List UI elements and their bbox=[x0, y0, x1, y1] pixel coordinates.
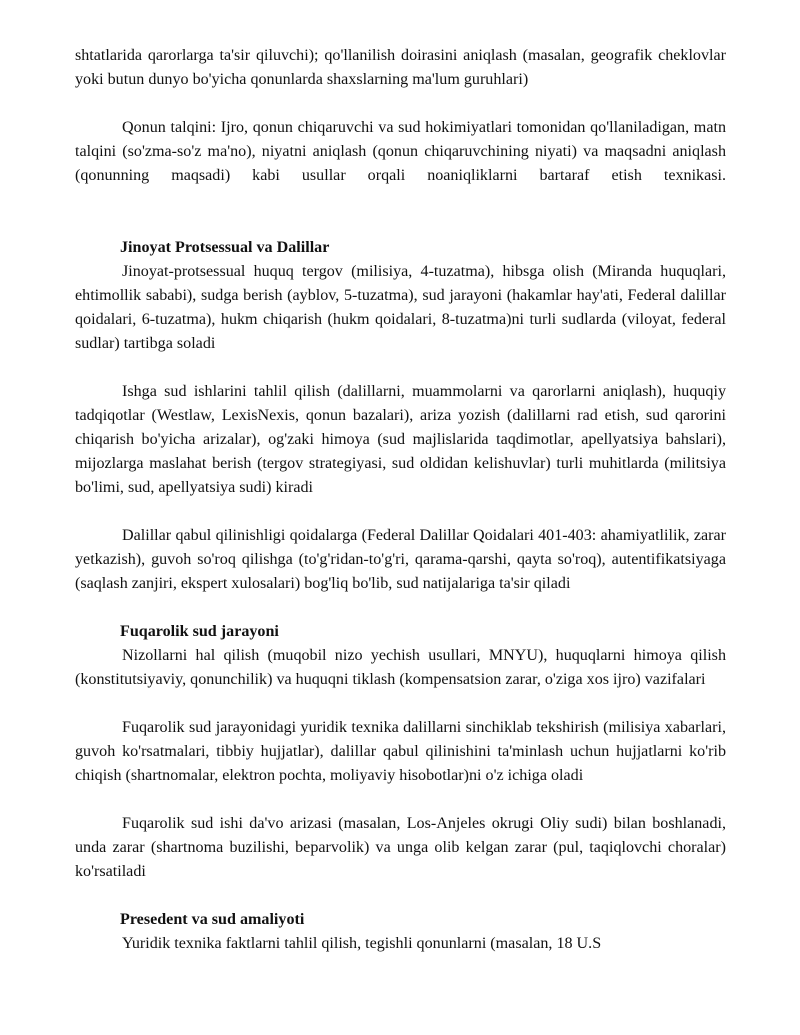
paragraph-gap bbox=[75, 596, 726, 620]
paragraph-gap bbox=[75, 92, 726, 116]
section-heading-civil-procedure: Fuqarolik sud jarayoni bbox=[120, 623, 279, 640]
section-heading-precedent: Presedent va sud amaliyoti bbox=[120, 911, 305, 928]
paragraph-criminal-procedure: Jinoyat-protsessual huquq tergov (milisiya, 4-tuzatma), hibsga olish (Miranda huquqlari, ehtimollik sababi), sudga berish (ayblov, 5-tuzatma), sud jarayoni (hakamlar hay'ati, Federal dalillar qoidalari, 6-tuzatma), hukm chiqarish (hukm qoidalari, 8-tuzatma)ni turli sudlarda (viloyat, federal sudlar) tartibga soladi bbox=[75, 263, 726, 352]
paragraph-gap bbox=[75, 788, 726, 812]
paragraph-gap bbox=[75, 356, 726, 380]
paragraph-gap bbox=[75, 884, 726, 908]
paragraph-dispute-resolution: Nizollarni hal qilish (muqobil nizo yechish usullari, MNYU), huquqlarni himoya qilish (konstitutsiyaviy, qonunchilik) va huquqni tiklash (kompensatsion zarar, o'ziga xos ijro) vazifalari bbox=[75, 647, 726, 688]
section-gap bbox=[75, 188, 726, 236]
paragraph-civil-claim: Fuqarolik sud ishi da'vo arizasi (masalan, Los-Anjeles okrugi Oliy sudi) bilan boshlanadi, unda zarar (shartnoma buzilishi, beparvolik) va unga olib kelgan zarar (pul, taqiqlovchi choralar) ko'rsatiladi bbox=[75, 815, 726, 880]
document-page bbox=[75, 44, 726, 956]
paragraph-gap bbox=[75, 692, 726, 716]
paragraph-case-analysis: Ishga sud ishlarini tahlil qilish (dalillarni, muammolarni va qarorlarni aniqlash), huquqiy tadqiqotlar (Westlaw, LexisNexis, qonun bazalari), ariza yozish (dalillarni rad etish, sud qarorini chiqarish bo'yicha arizalar), og'zaki himoya (sud majlislarida taqdimotlar, apellyatsiya bahslari), mijozlarga maslahat berish (tergov strategiyasi, sud oldidan kelishuvlar) turli muhitlarda (militsiya bo'limi, sud, apellyatsiya sudi) kiradi bbox=[75, 383, 726, 496]
paragraph-evidence-admissibility: Dalillar qabul qilinishligi qoidalarga (Federal Dalillar Qoidalari 401-403: ahamiyatlilik, zarar yetkazish), guvoh so'roq qilishga (to'g'ridan-to'g'ri, qarama-qarshi, qayta so'roq), autentifikatsiyaga (saqlash zanjiri, ekspert xulosalari) bog'liq bo'lib, sud natijalariga ta'sir qiladi bbox=[75, 527, 726, 592]
section-heading-criminal-procedure: Jinoyat Protsessual va Dalillar bbox=[120, 239, 330, 256]
paragraph-precedent-intro: Yuridik texnika faktlarni tahlil qilish, tegishli qonunlarni (masalan, 18 U.S bbox=[122, 935, 602, 952]
paragraph-gap bbox=[75, 500, 726, 524]
paragraph-civil-legal-technique: Fuqarolik sud jarayonidagi yuridik texnika dalillarni sinchiklab tekshirish (milisiya xabarlari, guvoh ko'rsatmalari, tibbiy hujjatlar), dalillar qabul qilinishini ta'minlash uchun hujjatlarni ko'rib chiqish (shartnomalar, elektron pochta, moliyaviy hisobotlar)ni o'z ichiga oladi bbox=[75, 719, 726, 784]
paragraph-continuation: shtatlarida qarorlarga ta'sir qiluvchi); qo'llanilish doirasini aniqlash (masalan, geografik cheklovlar yoki butun dunyo bo'yicha qonunlarda shaxslarning ma'lum guruhlari) bbox=[75, 47, 726, 88]
paragraph-law-interpretation: Qonun talqini: Ijro, qonun chiqaruvchi va sud hokimiyatlari tomonidan qo'llaniladigan, matn talqini (so'zma-so'z ma'no), niyatni aniqlash (qonun chiqaruvchining niyati) va maqsadni aniqlash (qonunning maqsadi) kabi usullar orqali noaniqliklarni bartaraf etish texnikasi. bbox=[75, 119, 726, 184]
